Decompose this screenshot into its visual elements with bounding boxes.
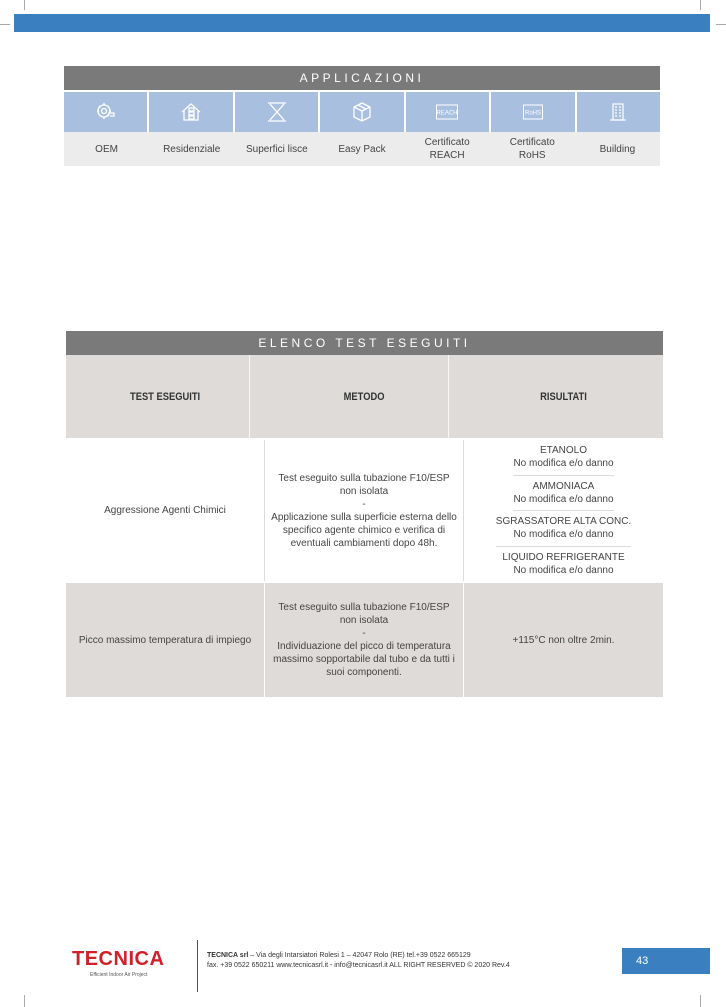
footer-contact: [207, 951, 510, 971]
application-label: Easy Pack: [338, 143, 386, 155]
results-cell: +115°C non oltre 2min.: [512, 634, 615, 646]
rohs-icon-text: RoHS: [524, 110, 541, 117]
application-label: Building: [599, 143, 636, 155]
result-value: No modifica e/o danno: [513, 564, 614, 576]
surface-icon: [235, 92, 320, 132]
applications-icon-row: [64, 92, 660, 132]
crop-mark: [24, 0, 25, 10]
result-value: No modifica e/o danno: [513, 493, 614, 505]
company-logo: [72, 948, 164, 978]
method-cell: Test eseguito sulla tubazione F10/ESP non isolata - Applicazione sulla superficie esterna dello specifico agente chimico e verifica di eventuali cambiamenti dopo 48h.: [265, 440, 464, 581]
application-label: OEM: [95, 143, 118, 155]
result-value: No modifica e/o danno: [513, 529, 614, 541]
application-label: Certificato RoHS: [509, 137, 555, 161]
crop-mark: [716, 24, 726, 25]
rohs-icon: [491, 92, 576, 132]
table-row: [66, 581, 663, 697]
house-icon: [149, 92, 234, 132]
tests-header-row: [66, 355, 663, 438]
logo-text: TECNICA: [72, 948, 165, 970]
result-name: LIQUIDO REFRIGERANTE: [502, 551, 625, 563]
logo-tagline: Efficient Indoor Air Project: [90, 972, 148, 978]
result-item: [513, 440, 613, 476]
crop-mark: [700, 995, 701, 1007]
footer-divider: [197, 940, 198, 992]
crop-mark: [24, 995, 25, 1007]
applications-table: [64, 66, 660, 166]
application-label: Superfici lisce: [246, 143, 308, 155]
method-cell: Test eseguito sulla tubazione F10/ESP non isolata - Individuazione del picco di temperatura massimo sopportabile dal tubo e da tutti i suoi componenti.: [265, 583, 464, 697]
crop-mark: [0, 24, 10, 25]
result-name: SGRASSATORE ALTA CONC.: [495, 516, 632, 528]
application-label: Residenziale: [163, 143, 221, 155]
company-name: TECNICA srl: [207, 952, 249, 959]
footer-address: – Via degli Intarsiatori Rolesi 1 – 42047 Rolo (RE) tel.+39 0522 665129: [248, 952, 471, 959]
tests-table: [66, 331, 663, 697]
box-icon: [320, 92, 405, 132]
footer-contacts: fax. +39 0522 650211 www.tecnicasrl.it - info@tecnicasrl.it ALL RIGHT RESERVED © 2020 Rev.4: [207, 962, 510, 969]
reach-icon-text: REACH: [436, 110, 458, 117]
application-label: Certificato REACH: [424, 137, 470, 161]
applications-label-row: [64, 132, 660, 166]
tests-title: ELENCO TEST ESEGUITI: [66, 331, 663, 355]
applications-title: APPLICAZIONI: [64, 66, 660, 90]
top-blue-bar: [14, 14, 710, 32]
result-value: No modifica e/o danno: [513, 458, 614, 470]
column-header: RISULTATI: [540, 390, 587, 403]
building-icon: [577, 92, 660, 132]
page-number: 43: [622, 948, 710, 974]
crop-mark: [700, 0, 701, 10]
result-name: AMMONIACA: [532, 480, 595, 492]
result-name: ETANOLO: [539, 445, 588, 457]
test-name-cell: Aggressione Agenti Chimici: [66, 440, 265, 581]
result-item: [496, 511, 631, 547]
results-cell: [464, 440, 663, 581]
result-item: [513, 476, 613, 512]
column-header: METODO: [280, 355, 449, 438]
test-name-cell: Picco massimo temperatura di impiego: [66, 583, 265, 697]
reach-icon: [406, 92, 491, 132]
gear-hand-icon: [64, 92, 149, 132]
column-header: TEST ESEGUITI: [81, 355, 250, 438]
table-row: [66, 438, 663, 581]
result-item: [502, 547, 624, 582]
page-footer: [0, 940, 726, 980]
